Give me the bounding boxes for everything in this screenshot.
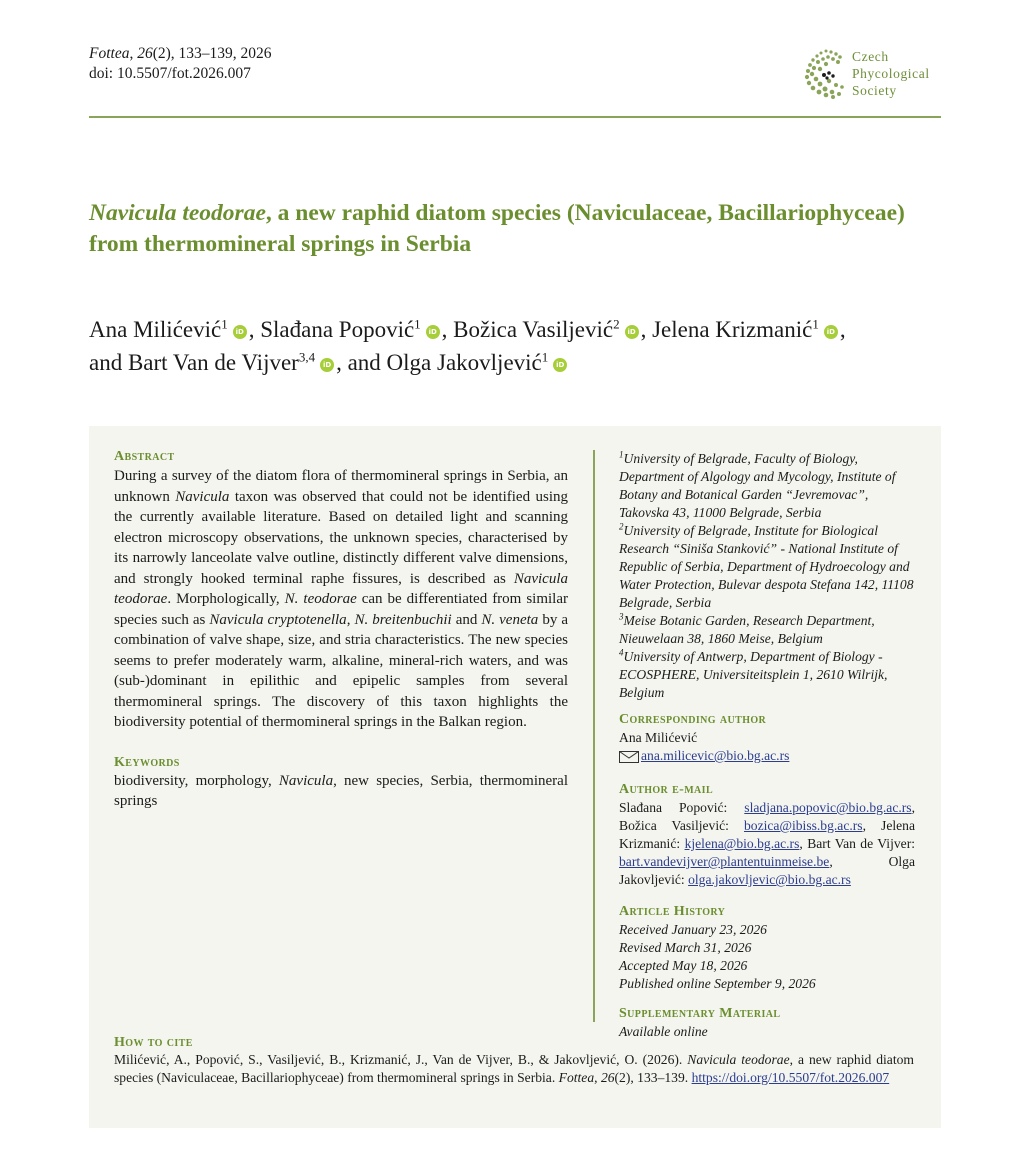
society-name-line2: Phycological — [852, 66, 930, 81]
abstract-text: During a survey of the diatom flora of thermomineral springs in Serbia, an unknown Navicula taxon was observed that could not be identified using the currently available literature. Based on detailed light and scanning electron microscopy observations, the unknown species, characterised by its narrowly lanceolate valve outline, distinctly different valve dimensions, and strongly hooked terminal raphe fissures, is described as Navicula teodorae. Morphologically, N. teodorae can be differentiated from similar species such as Navicula cryptotenella, N. breitenbuchii and N. veneta by a combination of valve shape, size, and stria characteristics. The new species seems to prefer moderately warm, alkaline, mineral-rich waters, and was (sub-)dominant in epilithic and epipelic samples from several thermomineral springs. The discovery of this taxon highlights the biodiversity potential of thermomineral springs in the Balkan region. — [114, 468, 569, 730]
affiliation — [619, 522, 915, 612]
email-link[interactable]: olga.jakovljevic@bio.bg.ac.rs — [688, 872, 851, 887]
history-received: Received January 23, 2026 — [619, 922, 767, 937]
title-rest: , a new raphid diatom species (Naviculaceae, Bacillariophyceae) from thermomineral springs in Serbia — [89, 200, 905, 257]
society-name-line1: Czech — [852, 49, 889, 64]
affiliation-text: University of Belgrade, Institute for Biological Research “Siniša Stanković” - National Institute of Republic of Serbia, Department of Hydroecology and Water Protection, Bulevar despota Stefana 142, 11108 Belgrade, Serbia — [619, 523, 914, 610]
author — [348, 350, 570, 375]
orcid-icon[interactable]: iD — [233, 325, 247, 339]
cite-authors: Milićević, A., Popović, S., Vasiljević, B., Krizmanić, J., Van de Vijver, B., & Jakovljević, O. (2026). — [114, 1052, 688, 1067]
email-link[interactable]: bozica@ibiss.bg.ac.rs — [743, 818, 863, 833]
affiliation-number: 3 — [619, 611, 624, 622]
author-affil: 2 — [613, 316, 620, 332]
author — [260, 317, 453, 342]
cite-volume: 26 — [600, 1070, 615, 1085]
cite-title-rest: , a new raphid diatom species (Naviculaceae, Bacillariophyceae) from thermomineral springs in Serbia. — [114, 1052, 914, 1085]
affiliation — [619, 450, 915, 522]
corresponding-name: Ana Milićević — [619, 730, 698, 745]
author-list — [89, 313, 949, 379]
history-revised: Revised March 31, 2026 — [619, 940, 752, 955]
article-info-column — [619, 450, 915, 1041]
journal-issue-pages: (2), 133–139, 2026 — [152, 45, 272, 62]
author-name: Slađana Popović — [260, 317, 415, 342]
email-author-name: Bart Van de Vijver: — [807, 836, 915, 851]
email-author-name: Slađana Popović: — [619, 800, 745, 815]
corresponding-email-link[interactable]: ana.milicevic@bio.bg.ac.rs — [641, 748, 790, 763]
author-affil: 1 — [541, 349, 549, 365]
abstract-column — [114, 449, 568, 812]
history-accepted: Accepted May 18, 2026 — [619, 958, 748, 973]
author-email-heading: Author e-mail — [619, 782, 714, 797]
supplementary-text: Available online — [619, 1024, 708, 1039]
author — [453, 317, 652, 342]
affiliation-number: 1 — [619, 449, 624, 460]
email-author-name: Olga Jakovljević: — [619, 854, 915, 887]
author-sep: , — [640, 317, 653, 342]
society-logo — [798, 45, 948, 101]
email-sep: , — [799, 836, 808, 851]
cite-species: Navicula teodorae — [687, 1052, 790, 1067]
orcid-icon[interactable]: iD — [426, 325, 440, 339]
cite-journal: Fottea — [558, 1070, 595, 1085]
author — [89, 317, 260, 342]
email-sep: , — [862, 818, 882, 833]
abstract-heading: Abstract — [114, 449, 175, 464]
author-sep: , — [248, 317, 261, 342]
email-link[interactable]: sladjana.popovic@bio.bg.ac.rs — [744, 800, 912, 815]
orcid-icon[interactable]: iD — [553, 358, 567, 372]
keywords-heading: Keywords — [114, 754, 180, 770]
cite-pages: (2), 133–139. — [614, 1070, 692, 1085]
affiliation-number: 2 — [619, 521, 624, 532]
author-sep: , — [441, 317, 454, 342]
author-affil: 3,4 — [298, 349, 316, 365]
article-title — [89, 198, 959, 260]
author-email-list — [619, 799, 915, 889]
email-sep: , — [829, 854, 889, 869]
author-name: Jelena Krizmanić — [652, 317, 813, 342]
society-name-line3: Society — [852, 83, 897, 98]
author-name: Božica Vasiljević — [453, 317, 614, 342]
corresponding-heading: Corresponding author — [619, 712, 767, 727]
society-name — [852, 48, 930, 99]
affiliation-text: University of Antwerp, Department of Biology - ECOSPHERE, Universiteitsplein 1, 2610 Wilrijk, Belgium — [619, 649, 888, 700]
email-author-name: Božica Vasiljević: — [619, 818, 744, 833]
affiliation-number: 4 — [619, 647, 624, 658]
author-affil: 1 — [414, 316, 421, 332]
author-sep: , — [336, 350, 348, 375]
author-affil: 1 — [221, 316, 228, 332]
doi-line: doi: 10.5507/fot.2026.007 — [89, 65, 251, 82]
author — [89, 350, 348, 375]
affiliation — [619, 648, 915, 702]
author — [652, 317, 846, 342]
author-sep: , — [839, 317, 846, 342]
header-divider — [89, 116, 941, 118]
corresponding-email-line — [619, 747, 915, 765]
orcid-icon[interactable]: iD — [824, 325, 838, 339]
journal-line: Fottea, 26(2), 133–139, 2026 — [89, 45, 272, 62]
column-divider — [593, 450, 595, 1022]
orcid-icon[interactable]: iD — [320, 358, 334, 372]
title-species: Navicula teodorae — [89, 200, 266, 226]
email-link[interactable]: bart.vandevijver@plantentuinmeise.be — [619, 854, 830, 869]
supplementary-heading: Supplementary Material — [619, 1006, 781, 1021]
journal-volume: 26 — [137, 45, 153, 62]
how-to-cite — [114, 1035, 914, 1087]
email-author-name: Jelena Krizmanić: — [619, 818, 915, 851]
cite-sep: , — [594, 1070, 601, 1085]
email-link[interactable]: kjelena@bio.bg.ac.rs — [684, 836, 800, 851]
affiliation-text: University of Belgrade, Faculty of Biology, Department of Algology and Mycology, Institute of Botany and Botanical Garden “Jevremovac”, Takovska 43, 11000 Belgrade, Serbia — [619, 451, 896, 520]
author-name: and Olga Jakovljević — [347, 350, 542, 375]
affiliation — [619, 612, 915, 648]
envelope-icon — [619, 751, 639, 763]
cite-doi-link[interactable]: https://doi.org/10.5507/fot.2026.007 — [691, 1070, 890, 1085]
email-sep: , — [911, 800, 915, 815]
author-name: Ana Milićević — [89, 317, 222, 342]
citation-header — [89, 44, 272, 84]
affiliation-text: Meise Botanic Garden, Research Department, Nieuwelaan 38, 1860 Meise, Belgium — [619, 613, 875, 646]
journal-name: Fottea — [89, 45, 130, 62]
history-heading: Article History — [619, 904, 726, 919]
keywords-text: biodiversity, morphology, Navicula, new species, Serbia, thermomineral springs — [114, 772, 568, 809]
cite-heading: How to cite — [114, 1035, 193, 1050]
history-published: Published online September 9, 2026 — [619, 976, 816, 991]
orcid-icon[interactable]: iD — [625, 325, 639, 339]
society-emblem-icon — [798, 45, 848, 101]
author-affil: 1 — [812, 316, 819, 332]
cite-text — [114, 1051, 914, 1087]
author-name: and Bart Van de Vijver — [89, 350, 299, 375]
